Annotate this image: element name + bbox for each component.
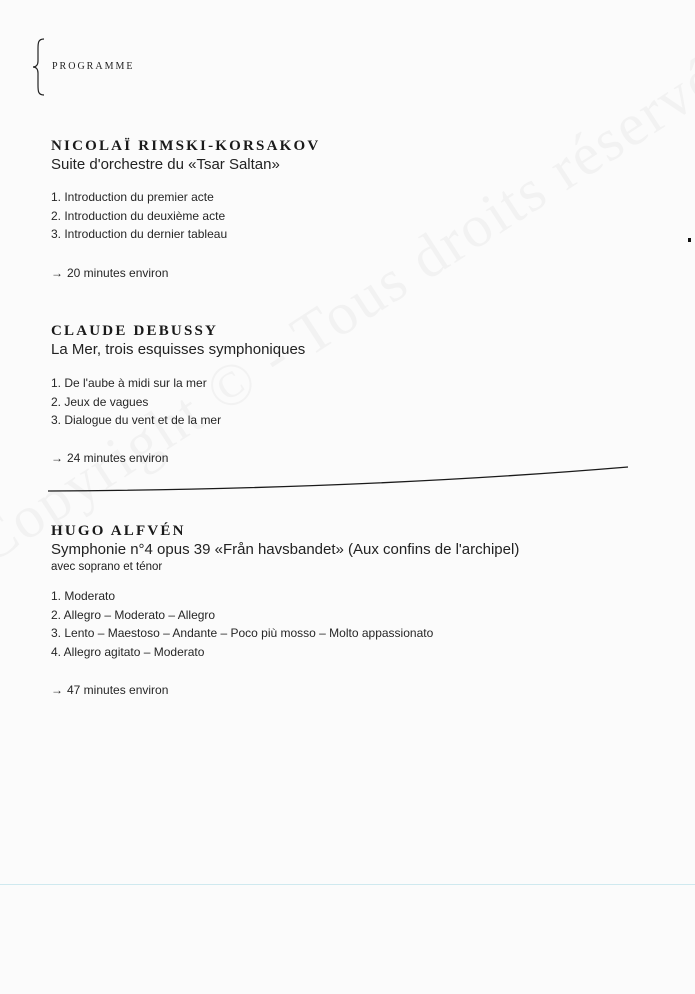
movement-item: 2. Introduction du deuxième acte bbox=[51, 208, 226, 223]
movement-item: 2. Jeux de vagues bbox=[51, 394, 149, 409]
duration-text: 47 minutes environ bbox=[67, 683, 169, 697]
movement-item: 3. Dialogue du vent et de la mer bbox=[51, 413, 222, 427]
work-title: Symphonie n°4 opus 39 «Från havsbandet» (Aux confins de l'archipel) bbox=[51, 541, 520, 558]
scan-edge-mark bbox=[688, 238, 691, 242]
composer-name: CLAUDE DEBUSSY bbox=[51, 323, 219, 339]
work-duration bbox=[51, 682, 519, 698]
work-rimski-korsakov bbox=[51, 137, 320, 281]
composer-name: NICOLAÏ RIMSKI-KORSAKOV bbox=[51, 138, 321, 154]
curly-brace-icon bbox=[32, 38, 46, 96]
movement-item: 3. Introduction du dernier tableau bbox=[51, 227, 228, 241]
work-debussy bbox=[51, 322, 305, 466]
duration-text: 24 minutes environ bbox=[67, 450, 169, 465]
movement-item: 1. Moderato bbox=[51, 589, 116, 603]
composer-name: HUGO ALFVÉN bbox=[51, 523, 186, 539]
movement-item: 2. Allegro – Moderato – Allegro bbox=[51, 607, 216, 622]
movement-list bbox=[51, 374, 305, 430]
work-subtitle: avec soprano et ténor bbox=[51, 561, 163, 573]
movement-list bbox=[51, 188, 320, 244]
movement-list bbox=[51, 587, 519, 661]
work-title: Suite d'orchestre du «Tsar Saltan» bbox=[51, 156, 280, 173]
decorative-divider bbox=[48, 462, 630, 494]
duration-text: 20 minutes environ bbox=[67, 265, 169, 280]
work-title: La Mer, trois esquisses symphoniques bbox=[51, 341, 306, 358]
movement-item: 1. De l'aube à midi sur la mer bbox=[51, 376, 207, 390]
arrow-right-icon: → bbox=[51, 450, 63, 465]
section-label: PROGRAMME bbox=[52, 61, 135, 72]
work-alfven bbox=[51, 522, 519, 698]
movement-item: 4. Allegro agitato – Moderato bbox=[51, 644, 205, 659]
work-duration bbox=[51, 265, 320, 281]
copyright-watermark bbox=[0, 30, 695, 578]
movement-item: 3. Lento – Maestoso – Andante – Poco più mosso – Molto appassionato bbox=[51, 626, 434, 640]
arrow-right-icon: → bbox=[51, 683, 63, 697]
movement-item: 1. Introduction du premier acte bbox=[51, 190, 214, 204]
bottom-rule bbox=[0, 884, 695, 885]
arrow-right-icon: → bbox=[51, 265, 63, 280]
